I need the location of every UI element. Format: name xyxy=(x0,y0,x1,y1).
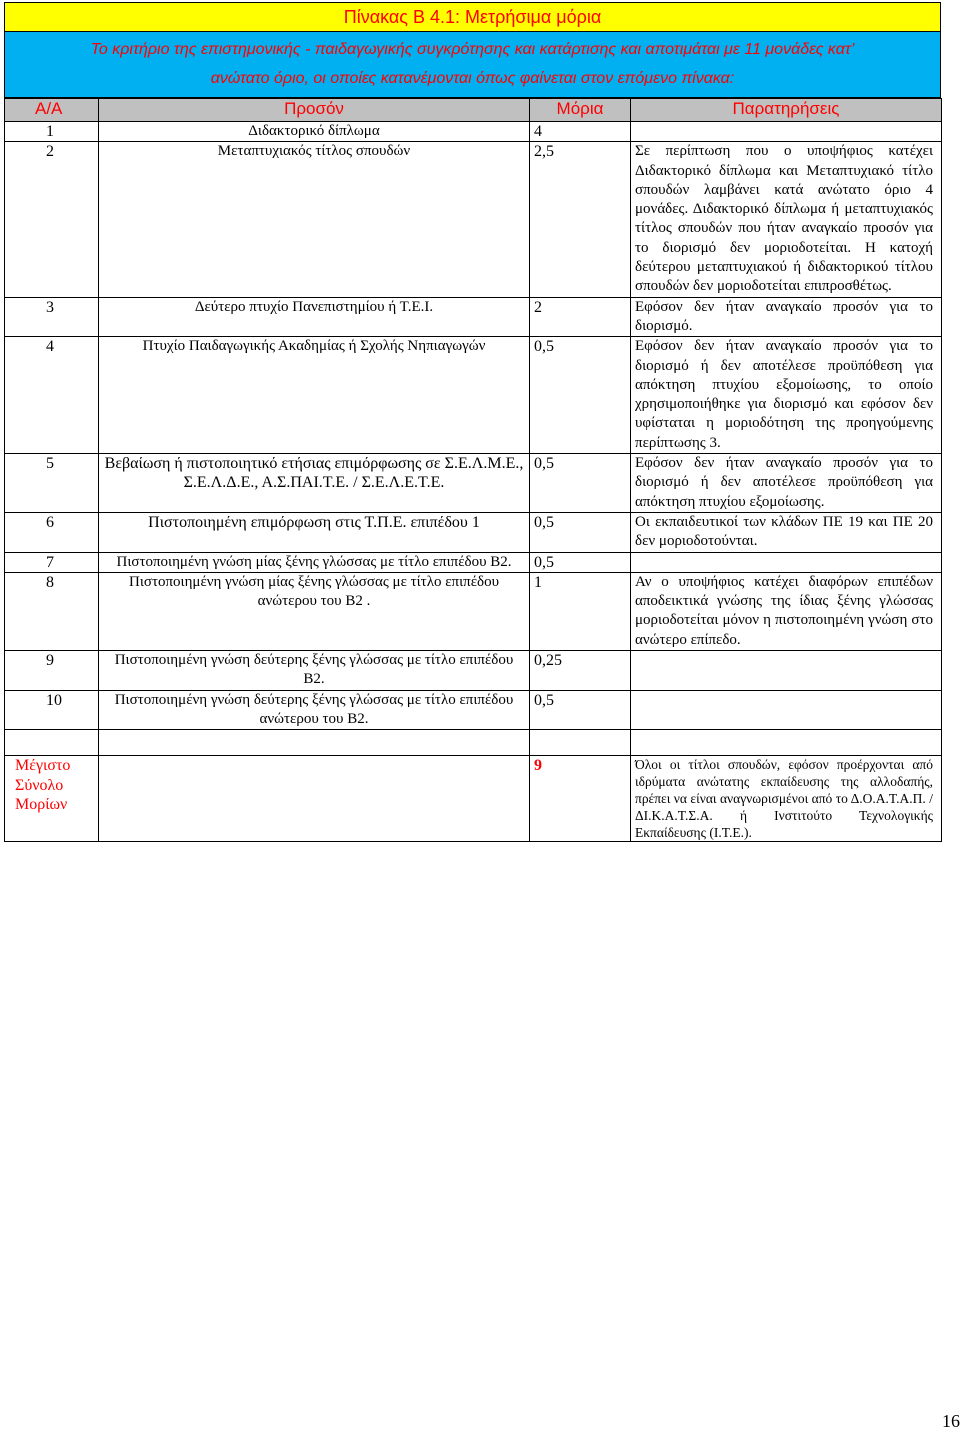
max-total-points: 9 xyxy=(530,756,631,842)
row-number: 4 xyxy=(5,337,99,454)
row-number: 9 xyxy=(5,651,99,691)
max-total-label xyxy=(5,756,99,842)
page-number: 16 xyxy=(942,1411,960,1431)
row-qualification: Βεβαίωση ή πιστοποιητικό ετήσιας επιμόρφωσης σε Σ.Ε.Λ.Μ.Ε., Σ.Ε.Λ.Δ.Ε., Α.Σ.ΠΑΙ.Τ.Ε. / Σ.Ε.Λ.Ε.Τ.Ε. xyxy=(99,454,530,513)
row-number: 3 xyxy=(5,297,99,337)
row-points: 4 xyxy=(530,122,631,142)
row-qualification: Πιστοποιημένη γνώση μίας ξένης γλώσσας με τίτλο επιπέδου Β2. xyxy=(99,552,530,572)
table-sheet xyxy=(4,2,941,842)
header-points: Μόρια xyxy=(530,99,631,122)
row-number: 8 xyxy=(5,572,99,650)
row-qualification: Διδακτορικό δίπλωμα xyxy=(99,122,530,142)
intro-line-2: ανώτατο όριο, οι οποίες κατανέμονται όπως φαίνεται στον επόμενο πίνακα: xyxy=(210,70,735,87)
intro-line-1: Το κριτήριο της επιστημονικής - παιδαγωγικής συγκρότησης και κατάρτισης και αποτιμάται με 11 μονάδες κατ’ xyxy=(90,41,855,58)
row-points: 0,5 xyxy=(530,552,631,572)
row-notes: Εφόσον δεν ήταν αναγκαίο προσόν για το διορισμό. xyxy=(631,297,942,337)
table-row xyxy=(5,122,942,142)
table-row xyxy=(5,651,942,691)
max-total-label-line: Σύνολο xyxy=(15,776,64,794)
total-notes: Όλοι οι τίτλοι σπουδών, εφόσον προέρχονται από ιδρύματα ανώτατης εκπαίδευσης της αλλοδαπής, πρέπει να είναι αναγνωρισμένοι από το Δ.Ο.Α.Τ.Α.Π. /ΔΙ.Κ.Α.Τ.Σ.Α. ή Ινστιτούτο Τεχνολογικής Εκπαίδευσης (Ι.Τ.Ε.). xyxy=(631,756,942,842)
row-points: 0,25 xyxy=(530,651,631,691)
row-qualification: Δεύτερο πτυχίο Πανεπιστημίου ή Τ.Ε.Ι. xyxy=(99,297,530,337)
row-notes xyxy=(631,122,942,142)
row-qualification: Μεταπτυχιακός τίτλος σπουδών xyxy=(99,142,530,297)
row-qualification: Πτυχίο Παιδαγωγικής Ακαδημίας ή Σχολής Νηπιαγωγών xyxy=(99,337,530,454)
row-qualification: Πιστοποιημένη γνώση δεύτερης ξένης γλώσσας με τίτλο επιπέδου ανώτερου του Β2. xyxy=(99,690,530,730)
table-row xyxy=(5,690,942,730)
header-aa: Α/Α xyxy=(5,99,99,122)
max-total-label-line: Μέγιστο xyxy=(15,757,71,775)
row-qualification: Πιστοποιημένη επιμόρφωση στις Τ.Π.Ε. επιπέδου 1 xyxy=(99,512,530,552)
spacer-row xyxy=(5,730,942,756)
row-points: 0,5 xyxy=(530,690,631,730)
row-qualification: Πιστοποιημένη γνώση μίας ξένης γλώσσας με τίτλο επιπέδου ανώτερου του Β2 . xyxy=(99,572,530,650)
row-notes xyxy=(631,690,942,730)
row-points: 0,5 xyxy=(530,454,631,513)
row-number: 1 xyxy=(5,122,99,142)
table-header-row xyxy=(5,99,942,122)
row-number: 2 xyxy=(5,142,99,297)
row-points: 2,5 xyxy=(530,142,631,297)
total-row xyxy=(5,756,942,842)
total-empty-cell xyxy=(99,756,530,842)
header-notes: Παρατηρήσεις xyxy=(631,99,942,122)
row-notes: Εφόσον δεν ήταν αναγκαίο προσόν για το διορισμό ή δεν αποτέλεσε προϋπόθεση για απόκτηση πτυχίου εξομοίωσης. xyxy=(631,454,942,513)
row-points: 0,5 xyxy=(530,337,631,454)
table-row xyxy=(5,454,942,513)
row-notes: Εφόσον δεν ήταν αναγκαίο προσόν για το διορισμό ή δεν αποτέλεσε προϋπόθεση για απόκτηση πτυχίου εξομοίωσης, το οποίο χρησιμοποιήθηκε για διορισμό και εφόσον δεν υφίσταται η μοριοδότηση της προηγούμενης περίπτωσης 3. xyxy=(631,337,942,454)
row-notes xyxy=(631,651,942,691)
table-title: Πίνακας Β 4.1: Μετρήσιμα μόρια xyxy=(4,2,941,32)
row-notes: Αν ο υποψήφιος κατέχει διαφόρων επιπέδων αποδεικτικά γνώσης της ίδιας ξένης γλώσσας μοριοδοτείται μόνον η πιστοποιημένη γνώση στο ανώτερο επίπεδο. xyxy=(631,572,942,650)
row-number: 10 xyxy=(5,690,99,730)
row-qualification: Πιστοποιημένη γνώση δεύτερης ξένης γλώσσας με τίτλο επιπέδου Β2. xyxy=(99,651,530,691)
row-points: 2 xyxy=(530,297,631,337)
table-row xyxy=(5,337,942,454)
row-points: 1 xyxy=(530,572,631,650)
header-qualification: Προσόν xyxy=(99,99,530,122)
row-number: 6 xyxy=(5,512,99,552)
row-number: 5 xyxy=(5,454,99,513)
table-row xyxy=(5,297,942,337)
table-row xyxy=(5,142,942,297)
row-notes: Οι εκπαιδευτικοί των κλάδων ΠΕ 19 και ΠΕ 20 δεν μοριοδοτούνται. xyxy=(631,512,942,552)
table-row xyxy=(5,552,942,572)
row-notes xyxy=(631,552,942,572)
max-total-label-line: Μορίων xyxy=(15,795,68,813)
row-notes: Σε περίπτωση που ο υποψήφιος κατέχει Διδακτορικό δίπλωμα και Μεταπτυχιακό τίτλο σπουδών λαμβάνει κατά ανώτατο όριο 4 μονάδες. Διδακτορικό δίπλωμα ή μεταπτυχιακός τίτλος σπουδών που ήταν αναγκαίο προσόν για το διορισμό δεν μοριοδοτείται. Η κατοχή δεύτερου μεταπτυχιακού ή διδακτορικού τίτλου σπουδών δεν μοριοδοτείται επιπροσθέτως. xyxy=(631,142,942,297)
table-row xyxy=(5,512,942,552)
row-points: 0,5 xyxy=(530,512,631,552)
table-row xyxy=(5,572,942,650)
points-table xyxy=(4,98,942,842)
intro-text xyxy=(4,32,941,98)
row-number: 7 xyxy=(5,552,99,572)
